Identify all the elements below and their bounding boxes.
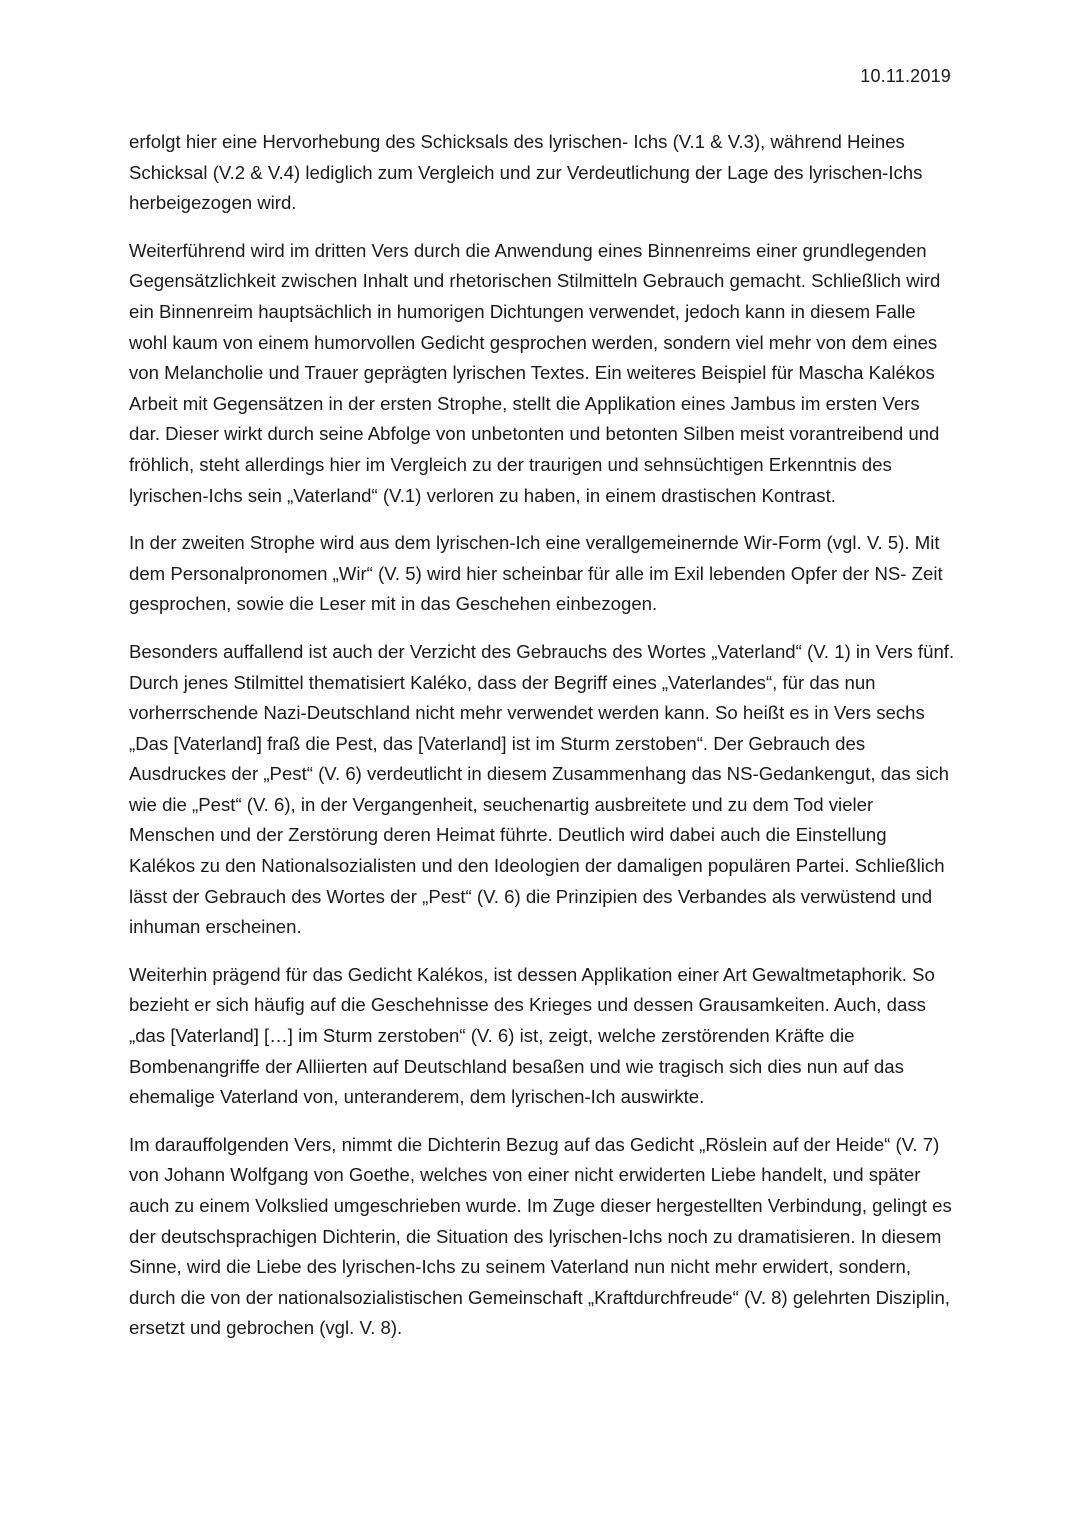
paragraph-1: erfolgt hier eine Hervorhebung des Schicksals des lyrischen- Ichs (V.1 & V.3), während Heines Schicksal (V.2 & V.4) lediglich zum Vergleich und zur Verdeutlichung der Lage des lyrischen-Ichs herbeigezogen wird. (129, 131, 923, 214)
paragraph-2: Weiterführend wird im dritten Vers durch die Anwendung eines Binnenreims einer grundlegenden Gegensätzlichkeit zwischen Inhalt und rhetorischen Stilmitteln Gebrauch gemacht. Schließlich wird ein Binnenreim hauptsächlich in humorigen Dichtungen verwendet, jedoch kann in diesem Falle wohl kaum von einem humorvollen Gedicht gesprochen werden, sondern viel mehr von dem eines von Melancholie und Trauer geprägten lyrischen Textes. Ein weiteres Beispiel für Mascha Kalékos Arbeit mit Gegensätzen in der ersten Strophe, stellt die Applikation eines Jambus im ersten Vers dar. Dieser wirkt durch seine Abfolge von unbetonten und betonten Silben meist vorantreibend und fröhlich, steht allerdings hier im Vergleich zu der traurigen und sehnsüchtigen Erkenntnis des lyrischen-Ichs sein „Vaterland“ (V.1) verloren zu haben, in einem drastischen Kontrast. (129, 239, 941, 506)
document-body (129, 127, 955, 1361)
paragraph-3: In der zweiten Strophe wird aus dem lyrischen-Ich eine verallgemeinernde Wir-Form (vgl. V. 5). Mit dem Personalpronomen „Wir“ (V. 5) wird hier scheinbar für alle im Exil lebenden Opfer der NS- Zeit gesprochen, sowie die Leser mit in das Geschehen einbezogen. (129, 532, 943, 615)
paragraph-4: Besonders auffallend ist auch der Verzicht des Gebrauchs des Wortes „Vaterland“ (V. 1) in Vers fünf. Durch jenes Stilmittel thematisiert Kaléko, dass der Begriff eines „Vaterlandes“, für das nun vorherrschende Nazi-Deutschland nicht mehr verwendet werden kann. So heißt es in Vers sechs „Das [Vaterland] fraß die Pest, das [Vaterland] ist im Sturm zerstoben“. Der Gebrauch des Ausdruckes der „Pest“ (V. 6) verdeutlicht in diesem Zusammenhang das NS-Gedankengut, das sich wie die „Pest“ (V. 6), in der Vergangenheit, seuchenartig ausbreitete und zu dem Tod vieler Menschen und der Zerstörung deren Heimat führte. Deutlich wird dabei auch die Einstellung Kalékos zu den Nationalsozialisten und den Ideologien der damaligen populären Partei. Schließlich lässt der Gebrauch des Wortes der „Pest“ (V. 6) die Prinzipien des Verbandes als verwüstend und inhuman erscheinen. (129, 640, 955, 938)
paragraph-5: Weiterhin prägend für das Gedicht Kalékos, ist dessen Applikation einer Art Gewaltmetaphorik. So bezieht er sich häufig auf die Geschehnisse des Krieges und dessen Grausamkeiten. Auch, dass „das [Vaterland] […] im Sturm zerstoben“ (V. 6) ist, zeigt, welche zerstörenden Kräfte die Bombenangriffe der Alliierten auf Deutschland besaßen und wie tragisch sich dies nun auf das ehemalige Vaterland von, unteranderem, dem lyrischen-Ich auswirkte. (129, 963, 935, 1108)
paragraph-6: Im darauffolgenden Vers, nimmt die Dichterin Bezug auf das Gedicht „Röslein auf der Heide“ (V. 7) von Johann Wolfgang von Goethe, welches von einer nicht erwiderten Liebe handelt, und später auch zu einem Volkslied umgeschrieben wurde. Im Zuge dieser hergestellten Verbindung, gelingt es der deutschsprachigen Dichterin, die Situation des lyrischen-Ichs noch zu dramatisieren. In diesem Sinne, wird die Liebe des lyrischen-Ichs zu seinem Vaterland nun nicht mehr erwidert, sondern, durch die von der nationalsozialistischen Gemeinschaft „Kraftdurchfreude“ (V. 8) gelehrten Disziplin, ersetzt und gebrochen (vgl. V. 8). (129, 1133, 952, 1339)
header-date: 10.11.2019 (860, 66, 951, 86)
